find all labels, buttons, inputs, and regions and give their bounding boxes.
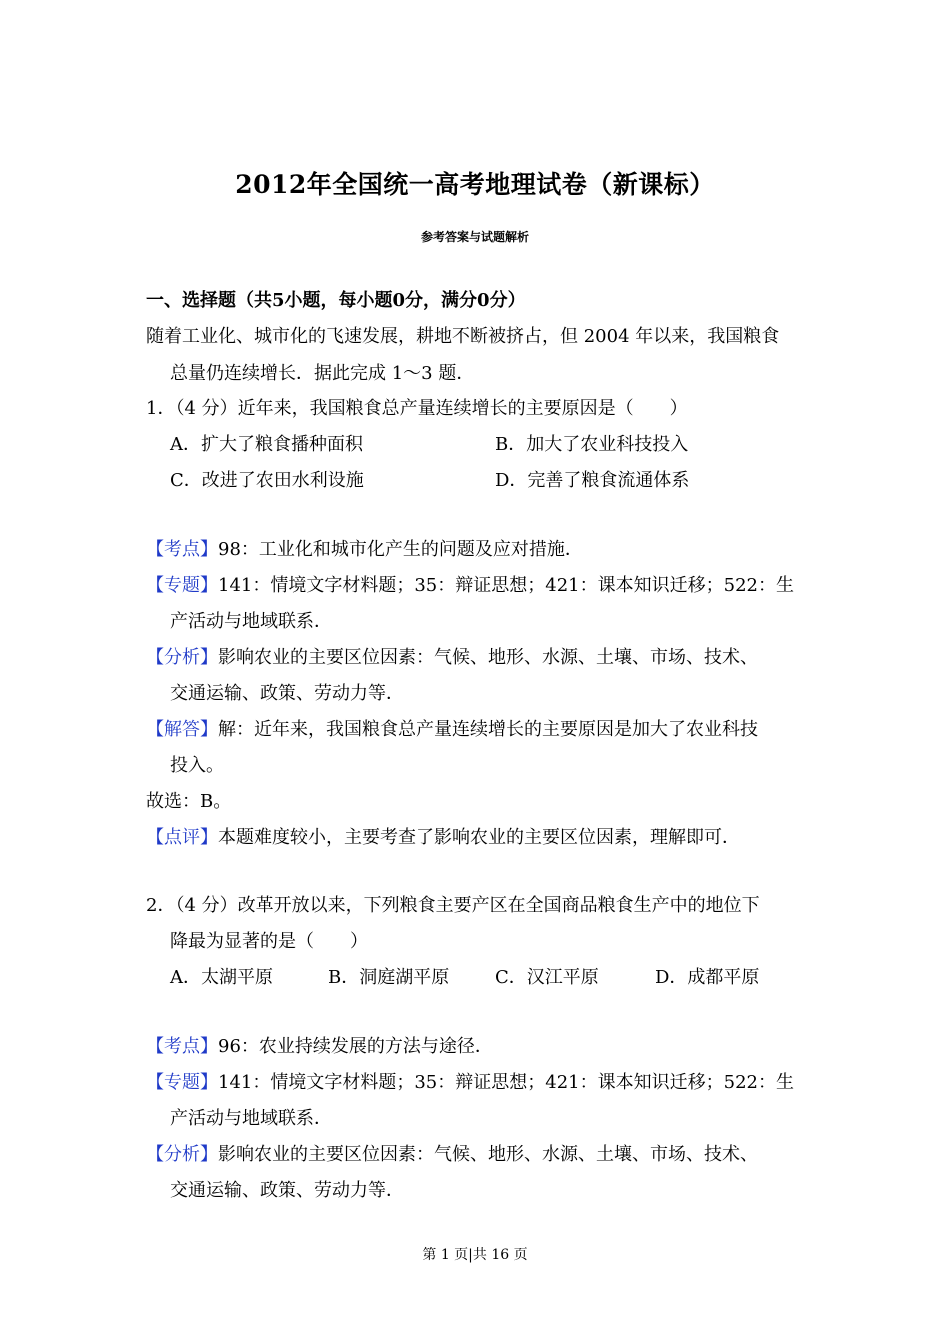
q2-kaodian-text: 96：农业持续发展的方法与途径． bbox=[218, 1036, 493, 1057]
q1-fenxi-cont: 交通运输、政策、劳动力等． bbox=[170, 683, 404, 704]
page-footer: 第 1 页|共 16 页 bbox=[422, 1247, 528, 1263]
q1-zhuanti bbox=[146, 574, 794, 598]
q1-dianping-text: 本题难度较小，主要考查了影响农业的主要区位因素，理解即可． bbox=[218, 827, 740, 848]
q1-option-c: C．改进了农田水利设施 bbox=[170, 470, 364, 491]
q2-zhuanti-text: 141：情境文字材料题；35：辩证思想；421：课本知识迁移；522：生 bbox=[218, 1072, 794, 1093]
q1-dianping bbox=[146, 826, 740, 850]
q2-option-b: B．洞庭湖平原 bbox=[328, 967, 450, 988]
q1-option-b: B．加大了农业科技投入 bbox=[495, 434, 689, 455]
q2-option-d: D．成都平原 bbox=[655, 967, 760, 988]
q1-answer: 故选：B。 bbox=[146, 791, 232, 812]
q1-zhuanti-tag: 【专题】 bbox=[146, 575, 218, 596]
q1-dianping-tag: 【点评】 bbox=[146, 827, 218, 848]
q1-option-d: D．完善了粮食流通体系 bbox=[495, 470, 690, 491]
q1-kaodian bbox=[146, 538, 583, 562]
q2-option-c: C．汉江平原 bbox=[495, 967, 599, 988]
section-heading: 一、选择题（共5小题，每小题0分，满分0分） bbox=[146, 290, 526, 311]
q1-kaodian-tag: 【考点】 bbox=[146, 539, 218, 560]
q2-fenxi-cont: 交通运输、政策、劳动力等． bbox=[170, 1180, 404, 1201]
q2-fenxi-tag: 【分析】 bbox=[146, 1144, 218, 1165]
q2-fenxi bbox=[146, 1143, 758, 1167]
q1-jieda bbox=[146, 718, 758, 742]
q1-stem: 1．（4 分）近年来，我国粮食总产量连续增长的主要原因是（ ） bbox=[146, 398, 688, 419]
q1-fenxi-text: 影响农业的主要区位因素：气候、地形、水源、土壤、市场、技术、 bbox=[218, 647, 758, 668]
q2-kaodian-tag: 【考点】 bbox=[146, 1036, 218, 1057]
q1-jieda-text: 解：近年来，我国粮食总产量连续增长的主要原因是加大了农业科技 bbox=[218, 719, 758, 740]
intro-line-2: 总量仍连续增长．据此完成 1～3 题． bbox=[170, 363, 475, 384]
q1-fenxi bbox=[146, 646, 758, 670]
page-title: 2012年全国统一高考地理试卷（新课标） bbox=[235, 170, 715, 199]
q2-stem-cont: 降最为显著的是（ ） bbox=[170, 931, 368, 952]
q1-option-a: A．扩大了粮食播种面积 bbox=[170, 434, 363, 455]
q2-option-a: A．太湖平原 bbox=[170, 967, 273, 988]
q1-zhuanti-cont: 产活动与地域联系． bbox=[170, 611, 332, 632]
q2-kaodian bbox=[146, 1035, 493, 1059]
q2-zhuanti-tag: 【专题】 bbox=[146, 1072, 218, 1093]
q2-stem: 2．（4 分）改革开放以来，下列粮食主要产区在全国商品粮食生产中的地位下 bbox=[146, 895, 760, 916]
q2-fenxi-text: 影响农业的主要区位因素：气候、地形、水源、土壤、市场、技术、 bbox=[218, 1144, 758, 1165]
q2-zhuanti-cont: 产活动与地域联系． bbox=[170, 1108, 332, 1129]
q1-zhuanti-text: 141：情境文字材料题；35：辩证思想；421：课本知识迁移；522：生 bbox=[218, 575, 794, 596]
q2-zhuanti bbox=[146, 1071, 794, 1095]
page-subtitle: 参考答案与试题解析 bbox=[420, 230, 529, 244]
q1-jieda-cont: 投入。 bbox=[170, 755, 224, 776]
intro-line-1: 随着工业化、城市化的飞速发展，耕地不断被挤占，但 2004 年以来，我国粮食 bbox=[146, 326, 780, 347]
q1-jieda-tag: 【解答】 bbox=[146, 719, 218, 740]
q1-kaodian-text: 98：工业化和城市化产生的问题及应对措施． bbox=[218, 539, 583, 560]
q1-fenxi-tag: 【分析】 bbox=[146, 647, 218, 668]
